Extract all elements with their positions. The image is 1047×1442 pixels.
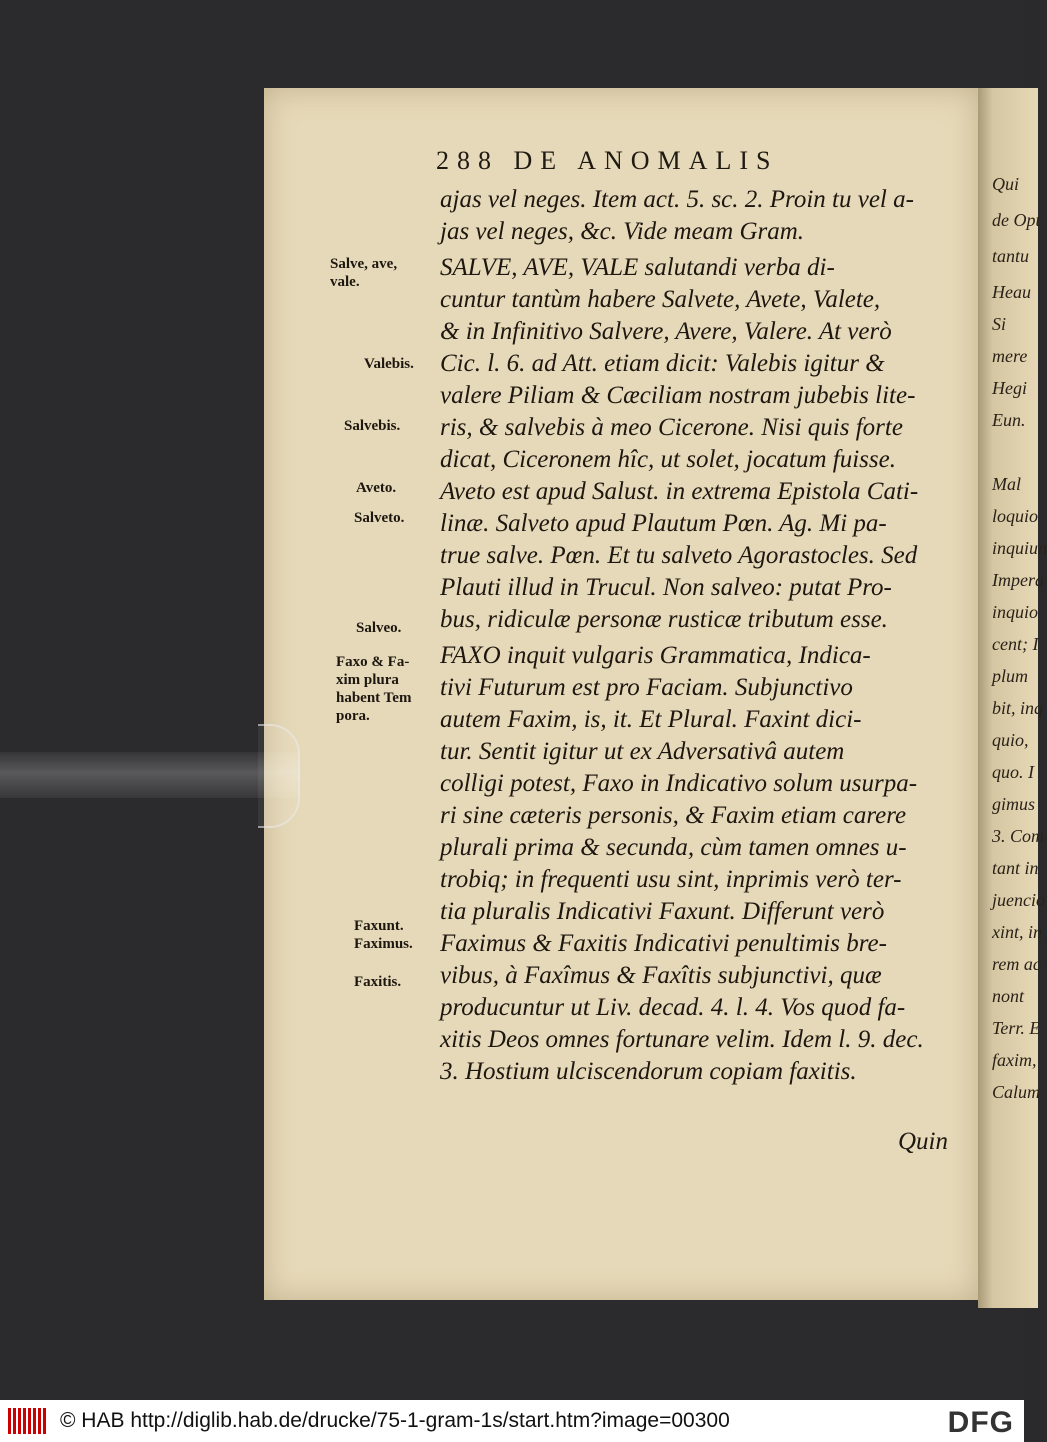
text-line: colligi potest, Faxo in Indicativo solum usurpa-	[440, 770, 918, 797]
margin-note: Valebis.	[364, 356, 414, 372]
margin-note: Faxo & Fa-	[336, 654, 410, 670]
next-page-fragment: Heau	[992, 282, 1031, 302]
text-line: trobiq; in frequenti usu sint, inprimis verò ter-	[440, 866, 902, 893]
text-line: dicat, Ciceronem hîc, ut solet, jocatum fuisse.	[440, 446, 896, 473]
text-line: Faximus & Faxitis Indicativi penultimis bre-	[440, 930, 887, 957]
next-page-fragment: loquio	[992, 506, 1039, 526]
page-clip	[258, 724, 300, 828]
text-line: tia pluralis Indicativi Faxunt. Differunt verò	[440, 898, 885, 925]
text-line: ris, & salvebis à meo Cicerone. Nisi quis forte	[440, 414, 903, 441]
next-page-fragment: cent; I	[992, 634, 1039, 654]
text-line: tur. Sentit igitur ut ex Adversativâ autem	[440, 738, 845, 765]
text-line: true salve. Pœn. Et tu salveto Agorastocles. Sed	[440, 542, 918, 569]
next-page-fragment: rem ac	[992, 954, 1041, 974]
margin-note: vale.	[330, 274, 360, 290]
text-line: 3. Hostium ulciscendorum copiam faxitis.	[440, 1058, 857, 1085]
next-page-fragment: gimus	[992, 794, 1036, 814]
text-line: tivi Futurum est pro Faciam. Subjunctivo	[440, 674, 853, 701]
text-line: ajas vel neges. Item act. 5. sc. 2. Proin tu vel a-	[440, 186, 914, 213]
text-line: jas vel neges, &c. Vide meam Gram.	[440, 218, 805, 245]
next-page-fragment: plum	[992, 666, 1028, 686]
next-page-fragment: quio,	[992, 730, 1029, 750]
next-page-fragment: Si	[992, 314, 1007, 334]
text-line: autem Faxim, is, it. Et Plural. Faxint dici-	[440, 706, 862, 733]
margin-note: habent Tem	[336, 690, 412, 706]
next-page-fragment: Impera	[992, 570, 1044, 590]
hab-logo-icon	[8, 1406, 46, 1436]
adjacent-page-edge	[978, 88, 1047, 1308]
running-head: 288 DE ANOMALIS	[436, 146, 779, 175]
next-page-fragment: Eun.	[992, 410, 1026, 430]
text-line: linæ. Salveto apud Plautum Pœn. Ag. Mi pa-	[440, 510, 887, 537]
text-line: Plauti illud in Trucul. Non salveo: putat Pro-	[440, 574, 892, 601]
next-page-fragment: nont	[992, 986, 1025, 1006]
margin-note: Faximus.	[354, 936, 413, 952]
next-page-fragment: xint, in	[992, 922, 1042, 942]
catchword: Quin	[898, 1128, 948, 1155]
next-page-fragment: juencio	[992, 890, 1045, 910]
next-page-fragment: 3. Com	[992, 826, 1045, 846]
text-line: plurali prima & secunda, cùm tamen omnes u-	[440, 834, 907, 861]
text-line: ri sine cæteris personis, & Faxim etiam carere	[440, 802, 907, 829]
margin-note: Faxitis.	[354, 974, 402, 990]
next-page-fragment: tant in	[992, 858, 1039, 878]
source-link[interactable]: © HAB http://diglib.hab.de/drucke/75-1-gram-1s/start.htm?image=00300	[60, 1409, 730, 1432]
next-page-fragment: inquiun	[992, 538, 1047, 558]
text-line: SALVE, AVE, VALE salutandi verba di-	[440, 254, 835, 281]
viewer-footer	[0, 1400, 1024, 1442]
margin-note: pora.	[336, 708, 370, 724]
next-page-fragment: quo. I	[992, 762, 1034, 782]
text-line: bus, ridiculæ personæ rusticæ tributum esse.	[440, 606, 888, 633]
text-line: Aveto est apud Salust. in extrema Epistola Cati-	[440, 478, 919, 505]
book-page	[264, 88, 978, 1300]
margin-note: Salveo.	[356, 620, 402, 636]
margin-note: Faxunt.	[354, 918, 404, 934]
margin-note: Aveto.	[356, 480, 397, 496]
next-page-fragment: Terr. E	[992, 1018, 1041, 1038]
text-line: valere Piliam & Cæciliam nostram jubebis lite-	[440, 382, 916, 409]
text-line: xitis Deos omnes fortunare velim. Idem l. 9. dec.	[440, 1026, 924, 1053]
margin-note: Salvebis.	[344, 418, 401, 434]
margin-note: xim plura	[336, 672, 399, 688]
dfg-logo: DFG	[947, 1406, 1014, 1439]
text-line: vibus, à Faxîmus & Faxîtis subjunctivi, quæ	[440, 962, 882, 989]
next-page-fragment: de Opt	[992, 210, 1041, 230]
next-page-fragment: inquio	[992, 602, 1039, 622]
next-page-fragment: Calum	[992, 1082, 1041, 1102]
margin-note: Salveto.	[354, 510, 405, 526]
next-page-fragment: Hegi	[992, 378, 1027, 398]
next-page-fragment: mere	[992, 346, 1028, 366]
text-line: FAXO inquit vulgaris Grammatica, Indica-	[440, 642, 871, 669]
next-page-fragment: bit, inq	[992, 698, 1044, 718]
text-line: producuntur ut Liv. decad. 4. l. 4. Vos quod fa-	[440, 994, 906, 1021]
next-page-fragment: faxim,	[992, 1050, 1037, 1070]
text-line: & in Infinitivo Salvere, Avere, Valere. At verò	[440, 318, 892, 345]
next-page-fragment: Mal	[992, 474, 1021, 494]
next-page-fragment: tantu	[992, 246, 1030, 266]
page-clip-strip	[0, 752, 300, 798]
text-line: Cic. l. 6. ad Att. etiam dicit: Valebis igitur &	[440, 350, 885, 377]
next-page-fragment: Qui	[992, 174, 1019, 194]
margin-note: Salve, ave,	[330, 256, 398, 272]
text-line: cuntur tantùm habere Salvete, Avete, Valete,	[440, 286, 881, 313]
